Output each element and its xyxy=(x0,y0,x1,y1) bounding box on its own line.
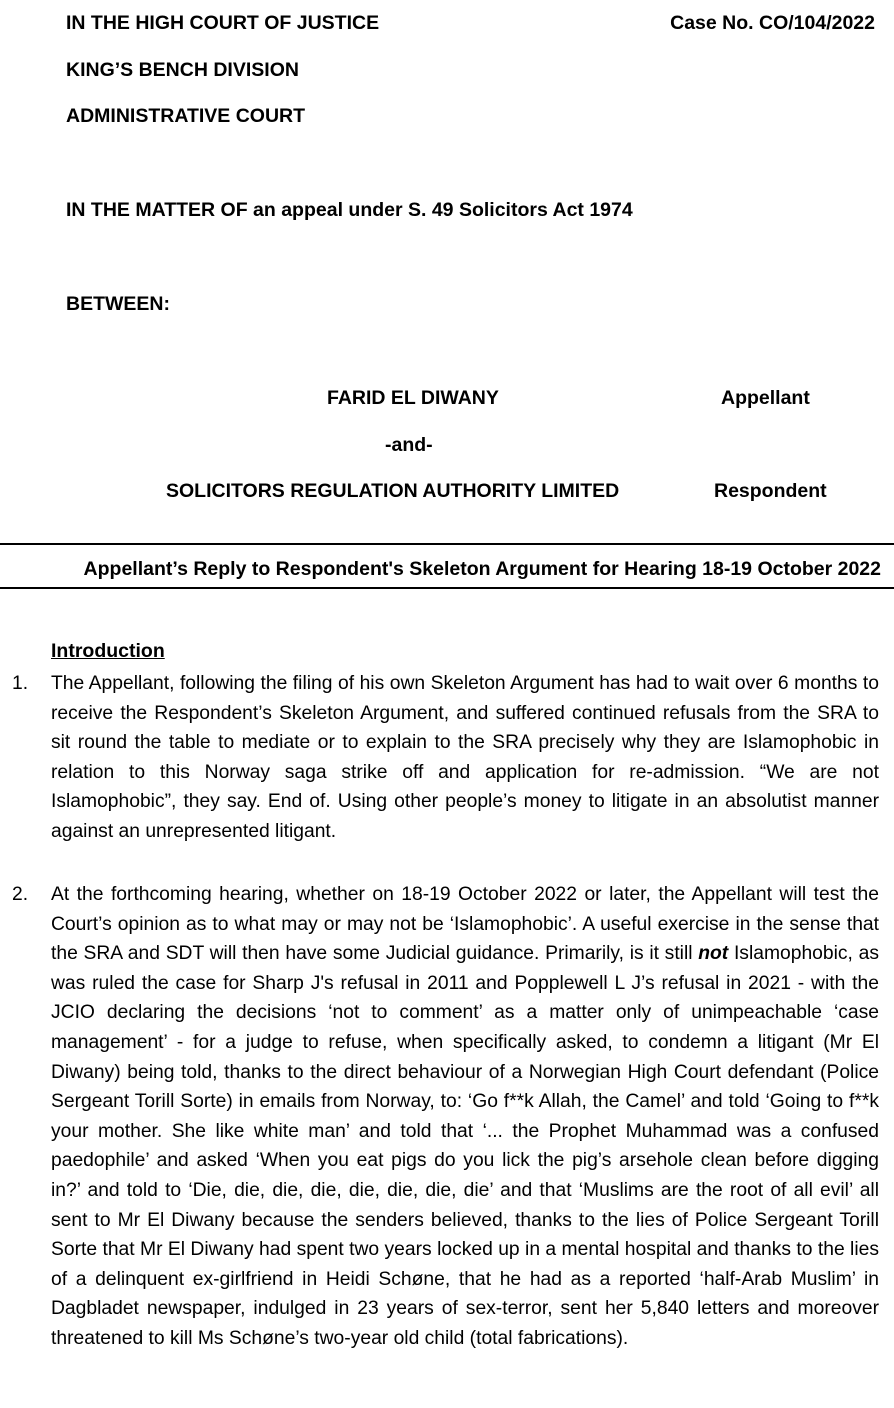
matter-line: IN THE MATTER OF an appeal under S. 49 Solicitors Act 1974 xyxy=(66,199,633,221)
court-subdivision: ADMINISTRATIVE COURT xyxy=(66,105,306,127)
case-number: Case No. CO/104/2022 xyxy=(670,12,875,34)
and-separator: -and- xyxy=(385,434,433,456)
paragraph-text-part: At the forthcoming hearing, whether on 18-19 October 2022 or later, the Appellant will test the Court’s opinion as to what may or may not be ‘Islamophobic’. A useful exercise in the sense that the SRA and SDT will then have some Judicial guidance. Primarily, is it still xyxy=(51,884,879,965)
top-rule xyxy=(0,543,894,545)
court-name: IN THE HIGH COURT OF JUSTICE xyxy=(66,12,380,34)
paragraph-text: The Appellant, following the filing of his own Skeleton Argument has had to wait over 6 months to receive the Respondent’s Skeleton Argument, and suffered continued refusals from the SRA to sit round the table to mediate or to explain to the SRA precisely why they are Islamophobic in relation to this Norway saga strike off and application for re-admission. “We are not Islamophobic”, they say. End of. Using other people’s money to litigate in an absolutist manner against an unrepresented litigant. xyxy=(51,673,879,842)
court-division: KING’S BENCH DIVISION xyxy=(66,59,299,81)
paragraph-number: 1. xyxy=(12,673,29,694)
emphasis-not: not xyxy=(698,943,729,965)
appellant-role: Appellant xyxy=(721,387,810,409)
bottom-rule xyxy=(0,587,894,589)
respondent-name: SOLICITORS REGULATION AUTHORITY LIMITED xyxy=(166,480,620,502)
paragraph-text xyxy=(51,880,879,1354)
document-title: Appellant’s Reply to Respondent's Skeleton Argument for Hearing 18-19 October 2022 xyxy=(83,558,881,580)
paragraph-text-part: Islamophobic, as was ruled the case for Sharp J's refusal in 2011 and Popplewell L J’s refusal in 2021 - with the JCIO declaring the decisions ‘not to comment’ as a matter only of unimpeachable ‘case management’ - for a judge to refuse, when specifically asked, to condemn a litigant (Mr El Diwany) being told, thanks to the direct behaviour of a Norwegian High Court defendant (Police Sergeant Torill Sorte) in emails from Norway, to: ‘Go f**k Allah, the Camel’ and told ‘Going to f**k your mother. She like white man’ and told that ‘... the Prophet Muhammad was a confused paedophile’ and asked ‘When you eat pigs do you lick the pig’s arsehole clean before digging in?’ and told to ‘Die, die, die, die, die, die, die, die’ and that ‘Muslims are the root of all evil’ all sent to Mr El Diwany because the senders believed, thanks to the lies of Police Sergeant Torill Sorte that Mr El Diwany had spent two years locked up in a mental hospital and thanks to the lies of a delinquent ex-girlfriend in Heidi Schøne, that he had as a reported ‘half-Arab Muslim’ in Dagbladet newspaper, indulged in 23 years of sex-terror, sent her 5,840 letters and moreover threatened to kill Ms Schøne’s two-year old child (total fabrications). xyxy=(51,943,879,1349)
between-label: BETWEEN: xyxy=(66,293,170,315)
introduction-heading: Introduction xyxy=(51,640,165,662)
respondent-role: Respondent xyxy=(714,480,827,502)
paragraph-number: 2. xyxy=(12,884,29,905)
appellant-name: FARID EL DIWANY xyxy=(327,387,499,409)
